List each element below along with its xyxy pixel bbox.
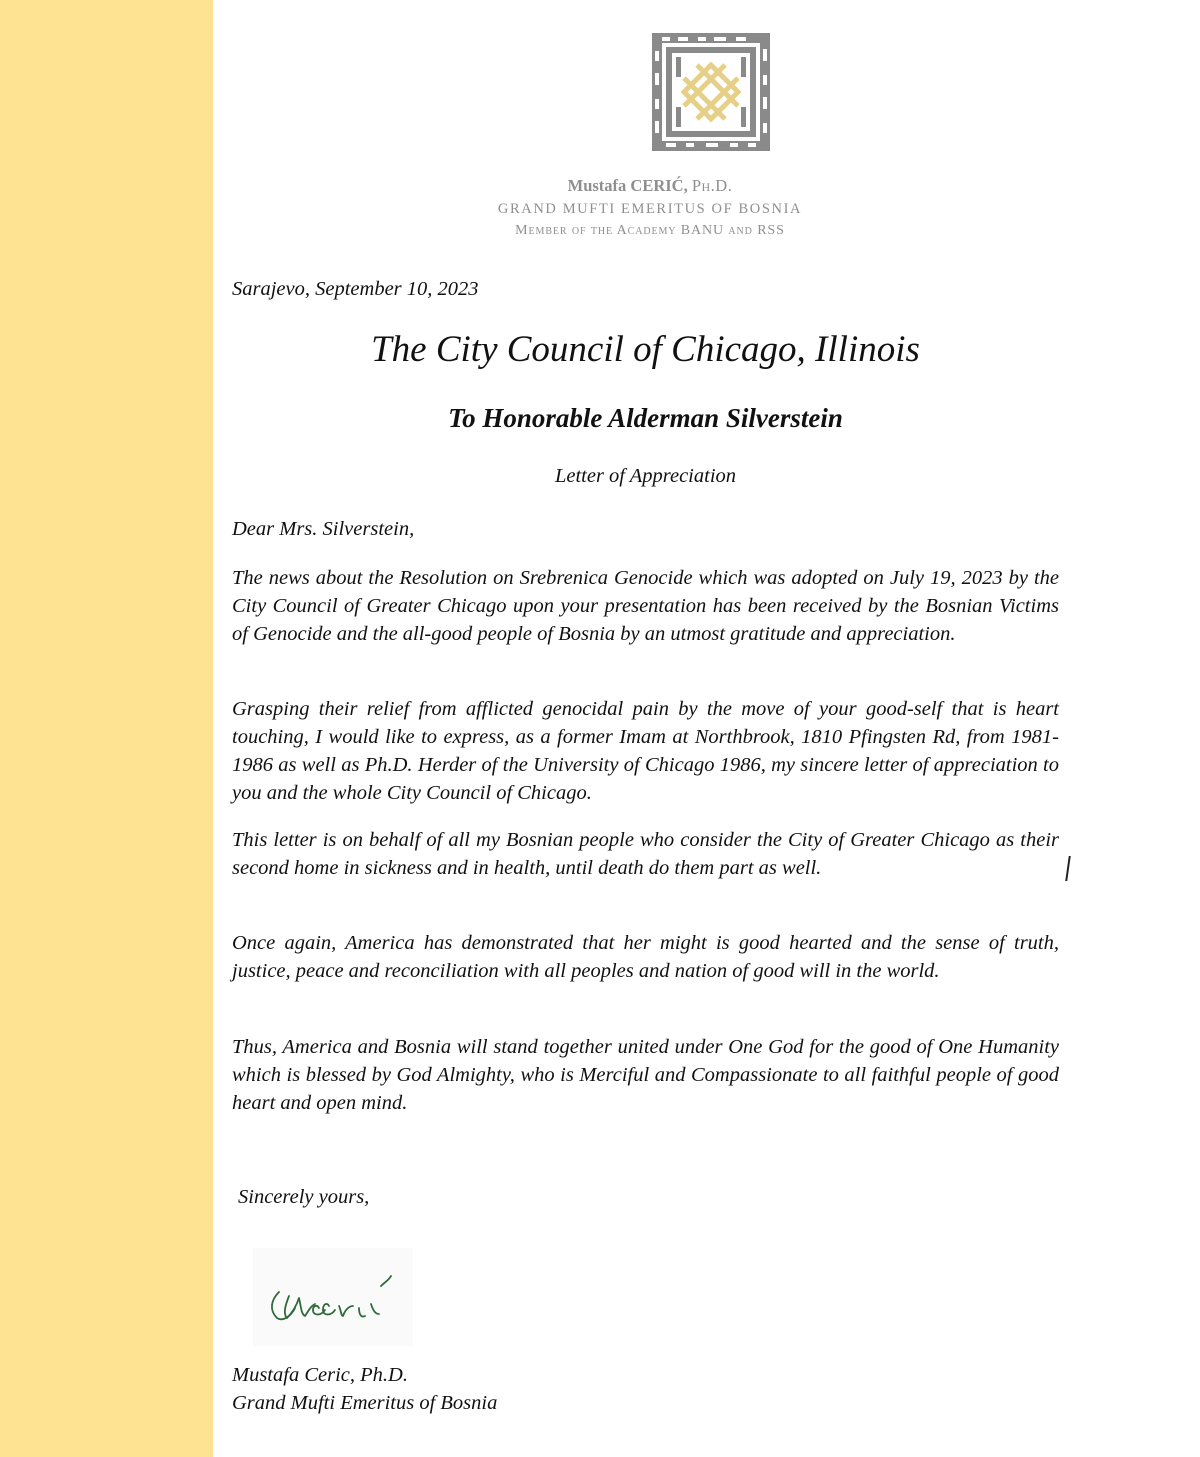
paragraph-3: This letter is on behalf of all my Bosnian people who consider the City of Greater Chicago as their second home in sickness and in health, until death do them part as well. (232, 829, 1059, 879)
letterhead-name (440, 178, 860, 195)
recipient-organization: The City Council of Chicago, Illinois (371, 329, 920, 370)
paragraph-5: Thus, America and Bosnia will stand together united under One God for the good of One Humanity which is blessed by God Almighty, who is Merciful and Compassionate to all faithful people of good heart and open mind. (232, 1036, 1059, 1114)
letterhead-title: GRAND MUFTI EMERITUS OF BOSNIA (497, 201, 803, 217)
paragraph-2: Grasping their relief from afflicted genocidal pain by the move of your good-self that is heart touching, I would like to express, as a former Imam at Northbrook, 1810 Pfingsten Rd, from 1981-1986 as well as Ph.D. Herder of the University of Chicago 1986, my sincere letter of appreciation to you and the whole City Council of Chicago. (232, 698, 1059, 804)
paragraph-4: Once again, America has demonstrated that her might is good hearted and the sense of truth, justice, peace and reconciliation with all peoples and nation of good will in the world. (232, 932, 1059, 982)
salutation: Dear Mrs. Silverstein, (232, 518, 415, 540)
recipient-heading: To Honorable Alderman Silverstein (448, 403, 843, 433)
letterhead-degree: Ph.D. (691, 176, 733, 195)
letterhead-name-text: Mustafa CERIĆ, (567, 176, 688, 195)
text-cursor-mark (1065, 856, 1070, 881)
handwritten-signature-icon (253, 1248, 413, 1346)
letterhead-membership: Member of the Academy BANU and RSS (515, 223, 785, 238)
side-color-band (0, 0, 213, 1457)
closing: Sincerely yours, (238, 1186, 370, 1208)
letter-subject: Letter of Appreciation (554, 465, 737, 487)
signer-title: Grand Mufti Emeritus of Bosnia (232, 1392, 498, 1414)
signer-name: Mustafa Ceric, Ph.D. (232, 1364, 408, 1386)
place-date: Sarajevo, September 10, 2023 (232, 278, 479, 300)
calligraphic-logo-icon (652, 33, 770, 151)
paragraph-1: The news about the Resolution on Srebrenica Genocide which was adopted on July 19, 2023 by the City Council of Greater Chicago upon your presentation has been received by the Bosnian Victims of Genocide and the all-good people of Bosnia by an utmost gratitude and appreciation. (232, 567, 1059, 645)
